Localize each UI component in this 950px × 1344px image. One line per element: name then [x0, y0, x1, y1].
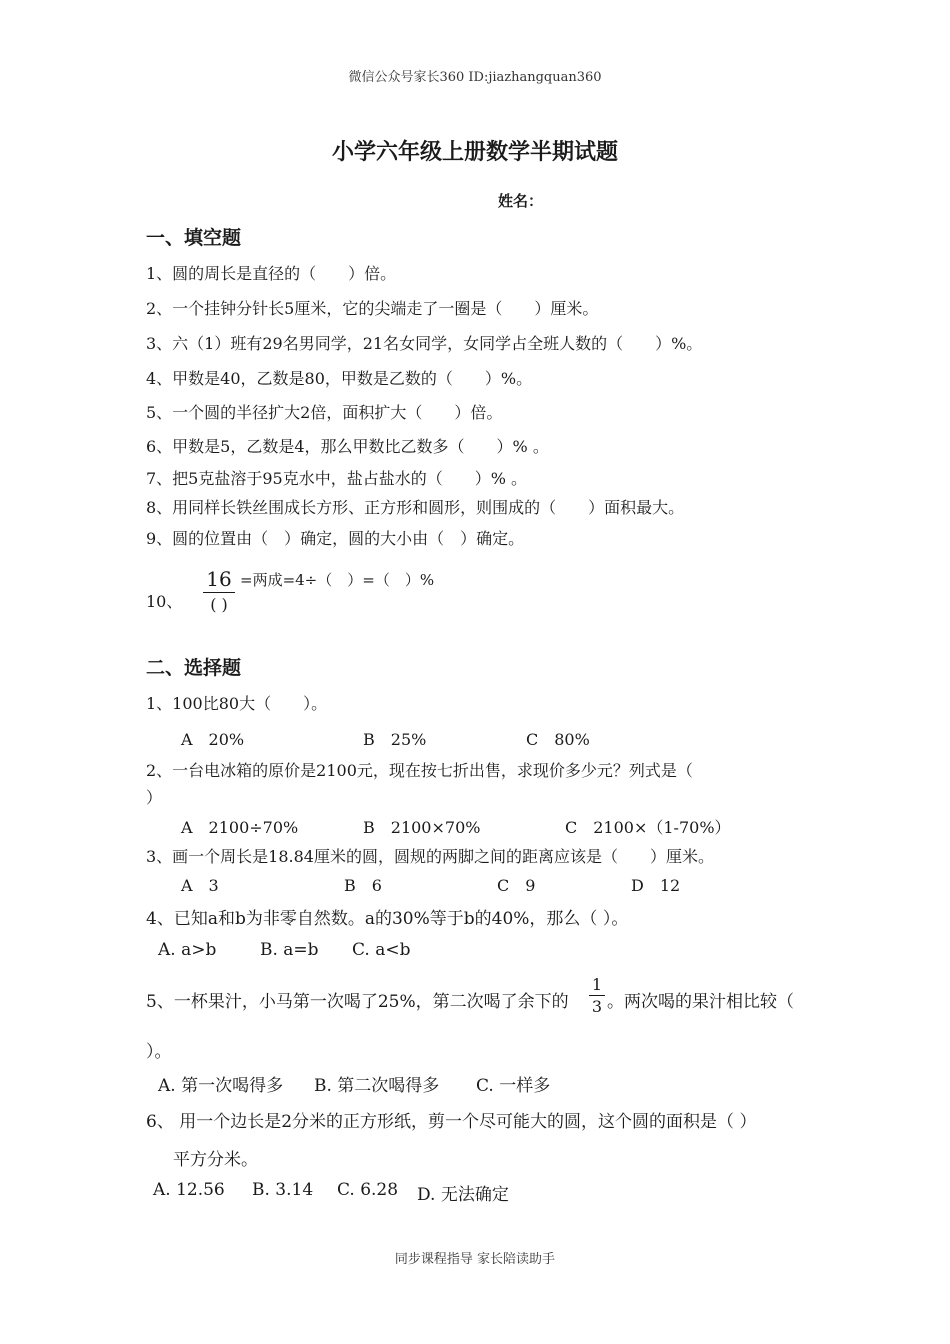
choice-5-option-c: C. 一样多: [476, 1076, 551, 1096]
fill-question-1: 1、圆的周长是直径的（ ）倍。: [146, 264, 397, 283]
choice-6-option-d: D. 无法确定: [417, 1185, 509, 1205]
choice-question-5-fraction: [589, 974, 605, 1017]
fill-question-10-prefix: 10、: [146, 592, 183, 611]
choice-1-option-c: C 80%: [526, 730, 590, 749]
name-label: 姓名：: [498, 192, 544, 210]
choice-question-4: 4、已知a和b为非零自然数。a的30%等于b的40%，那么（ ）。: [146, 909, 629, 929]
section-fill-blank-heading: 一、填空题: [146, 227, 242, 249]
choice-1-option-a: A 20%: [181, 730, 245, 749]
fill-question-5: 5、一个圆的半径扩大2倍，面积扩大（ ）倍。: [146, 403, 503, 422]
choice-question-5-before: 5、一杯果汁，小马第一次喝了25%，第二次喝了余下的: [146, 992, 569, 1012]
choice-question-5-after: 。两次喝的果汁相比较（: [607, 992, 794, 1012]
fraction-denominator: 3: [591, 997, 603, 1016]
choice-2-option-c: C 2100×（1-70%）: [565, 818, 731, 837]
choice-6-option-c: C. 6.28: [337, 1180, 399, 1200]
choice-3-option-c: C 9: [497, 876, 536, 895]
choice-question-2-cont: ）: [146, 788, 163, 807]
choice-1-option-b: B 25%: [363, 730, 427, 749]
choice-4-option-a: A. a>b: [158, 940, 217, 960]
choice-2-option-b: B 2100×70%: [363, 818, 481, 837]
choice-6-option-a: A. 12.56: [153, 1180, 225, 1200]
choice-5-option-a: A. 第一次喝得多: [158, 1076, 284, 1096]
choice-question-1: 1、100比80大（ ）。: [146, 694, 328, 713]
choice-question-3: 3、画一个周长是18.84厘米的圆，圆规的两脚之间的距离应该是（ ）厘米。: [146, 847, 714, 866]
fraction-denominator: ( ): [210, 595, 228, 614]
choice-4-option-c: C. a<b: [352, 940, 411, 960]
fill-question-9: 9、圆的位置由（ ）确定，圆的大小由（ ）确定。: [146, 529, 525, 548]
page-footer: 同步课程指导 家长陪读助手: [394, 1252, 556, 1267]
choice-question-6: 6、 用一个边长是2分米的正方形纸，剪一个尽可能大的圆，这个圆的面积是（ ）: [146, 1112, 757, 1132]
fill-question-10-fraction: [203, 566, 235, 617]
fill-question-4: 4、甲数是40，乙数是80，甲数是乙数的（ ）%。: [146, 369, 533, 388]
choice-4-option-b: B. a=b: [260, 940, 319, 960]
choice-3-option-b: B 6: [344, 876, 382, 895]
fill-question-10-rest: =两成=4÷（ ）=（ ）%: [240, 571, 435, 589]
fill-question-8: 8、用同样长铁丝围成长方形、正方形和圆形，则围成的（ ）面积最大。: [146, 498, 685, 517]
section-choice-heading: 二、选择题: [146, 657, 242, 679]
fraction-numerator: 16: [203, 566, 235, 593]
choice-question-2: 2、一台电冰箱的原价是2100元，现在按七折出售，求现价多少元？列式是（: [146, 761, 693, 780]
page-header: 微信公众号家长360 ID:jiazhangquan360: [348, 70, 602, 85]
choice-5-option-b: B. 第二次喝得多: [314, 1076, 440, 1096]
choice-question-6-cont: 平方分米。: [173, 1150, 258, 1170]
choice-3-option-d: D 12: [631, 876, 681, 895]
fill-question-2: 2、一个挂钟分针长5厘米，它的尖端走了一圈是（ ）厘米。: [146, 299, 599, 318]
choice-3-option-a: A 3: [181, 876, 219, 895]
fill-question-3: 3、六（1）班有29名男同学，21名女同学，女同学占全班人数的（ ）%。: [146, 334, 703, 353]
fill-question-7: 7、把5克盐溶于95克水中，盐占盐水的（ ）% 。: [146, 469, 528, 488]
choice-question-5-cont: ）。: [146, 1042, 172, 1062]
fill-question-6: 6、甲数是5，乙数是4，那么甲数比乙数多（ ）% 。: [146, 437, 549, 456]
page-title: 小学六年级上册数学半期试题: [331, 140, 618, 165]
choice-6-option-b: B. 3.14: [252, 1180, 314, 1200]
fraction-numerator: 1: [589, 974, 605, 996]
choice-2-option-a: A 2100÷70%: [181, 818, 299, 837]
